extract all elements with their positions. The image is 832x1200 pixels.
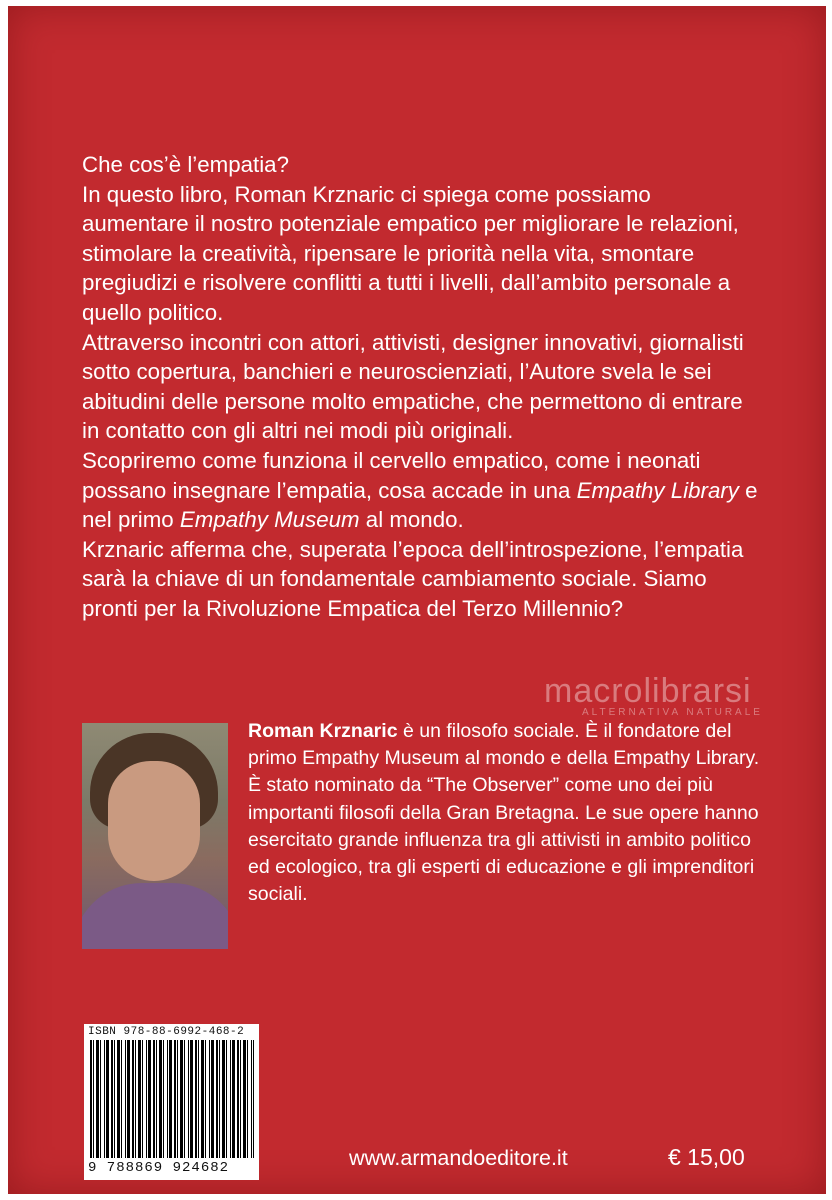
isbn-label: ISBN 978-88-6992-468-2 <box>88 1026 245 1038</box>
empathy-museum-italic: Empathy Museum <box>179 507 360 533</box>
barcode <box>84 1024 259 1180</box>
blurb-p3-before: Scopriremo come funziona il cervello empatico, come i neonati possano insegnare l’empatia, cosa accade in una <box>82 447 701 503</box>
blurb-question: Che cos’è l’empatia? <box>82 152 289 177</box>
blurb-p3-middle: e nel primo <box>82 477 758 533</box>
author-section <box>82 718 768 956</box>
watermark-tagline: ALTERNATIVA NATURALE <box>582 707 763 718</box>
blurb-text <box>82 150 762 624</box>
empathy-library-italic: Empathy Library <box>576 477 739 503</box>
price: € 15,00 <box>668 1144 745 1170</box>
author-photo <box>82 723 228 949</box>
publisher-website: www.armandoeditore.it <box>349 1146 568 1170</box>
author-bio-text: è un filosofo sociale. È il fondatore del primo Empathy Museum al mondo e della Empathy Library. È stato nominato da “The Observer” come uno dei più importanti filosofi della Gran Bretagna. Le sue opere hanno esercitato grande influenza tra gli attivisti in ambito politico ed ecologico, tra gli esperti di educazione e gli imprenditori sociali. <box>248 720 760 906</box>
blurb-paragraph-3 <box>82 446 762 535</box>
barcode-bars <box>90 1040 254 1158</box>
book-back-cover <box>8 6 826 1194</box>
author-name: Roman Krznaric <box>248 720 398 742</box>
watermark-logo: macrolibrarsi <box>544 672 752 710</box>
blurb-paragraph-4: Krznaric afferma che, superata l’epoca dell’introspezione, l’empatia sarà la chiave di un fondamentale cambiamento sociale. Siamo pronti per la Rivoluzione Empatica del Terzo Millennio? <box>82 536 744 621</box>
blurb-p3-after: al mondo. <box>359 507 464 533</box>
blurb-paragraph-1: In questo libro, Roman Krznaric ci spiega come possiamo aumentare il nostro potenziale empatico per migliorare le relazioni, stimolare la creatività, ripensare le priorità nella vita, smontare pregiudizi e risolvere conflitti a tutti i livelli, dall’ambito personale a quello politico. <box>82 181 739 325</box>
ean-number: 9 788869 924682 <box>88 1160 230 1176</box>
blurb-paragraph-2: Attraverso incontri con attori, attivisti, designer innovativi, giornalisti sotto copertura, banchieri e neuroscienziati, l’Autore svela le sei abitudini delle persone molto empatiche, che permettono di entrare in contatto con gli altri nei modi più originali. <box>82 329 744 444</box>
author-bio <box>248 718 768 908</box>
